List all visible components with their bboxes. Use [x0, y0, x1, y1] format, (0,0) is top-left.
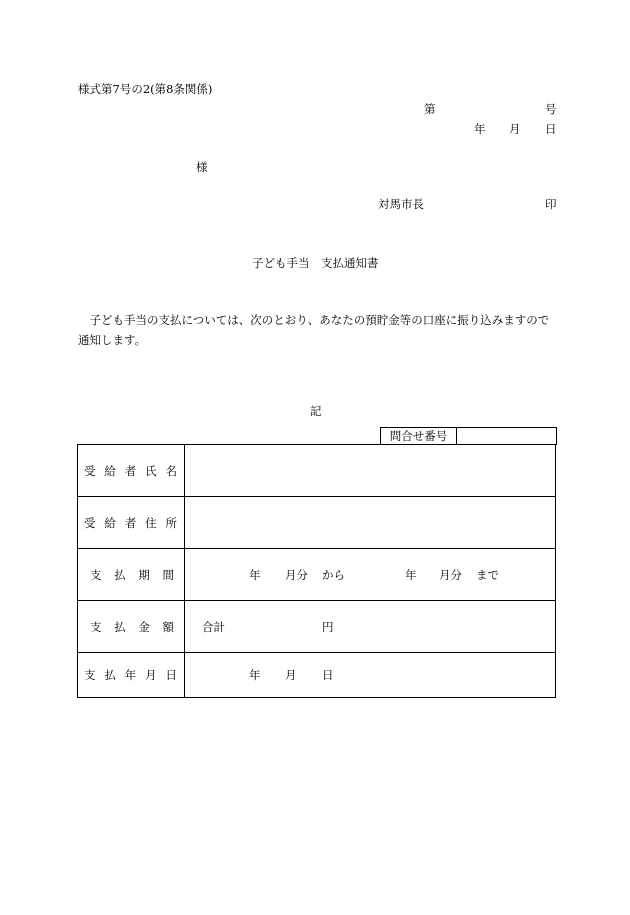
payment-details-table: [77, 444, 556, 698]
label-payment-period: 支 払 期 間: [78, 549, 185, 601]
payment-date-year: 年: [249, 668, 261, 682]
label-recipient-address: 受 給 者 住 所: [78, 497, 185, 549]
amount-total-label: 合計: [202, 619, 225, 634]
field-recipient-name: [185, 445, 556, 497]
period-year-to: 年: [405, 567, 417, 582]
field-recipient-address: [185, 497, 556, 549]
doc-number-suffix: 号: [545, 102, 557, 116]
issue-date-year: 年: [474, 122, 486, 136]
inquiry-number-value: [457, 428, 556, 445]
field-payment-period: [185, 549, 556, 601]
table-row-payment-period: [78, 549, 556, 601]
table-row-payment-date: [78, 653, 556, 698]
period-month-from: 月分: [285, 567, 308, 582]
field-payment-date: [185, 653, 556, 698]
issuer-name: 対馬市長: [378, 197, 424, 211]
amount-yen-unit: 円: [322, 619, 334, 634]
payment-date-month: 月: [285, 668, 297, 682]
issue-date-month: 月: [509, 122, 521, 136]
period-year-from: 年: [249, 567, 261, 582]
notice-body: 子ども手当の支払については、次のとおり、あなたの預貯金等の口座に振り込みますので通知します。: [78, 313, 550, 347]
table-row-payment-amount: [78, 601, 556, 653]
inquiry-number-label: 問合せ番号: [381, 428, 457, 445]
ki-heading: 記: [310, 404, 322, 418]
period-from-text: から: [322, 567, 345, 582]
period-to-text: まで: [476, 567, 499, 582]
field-payment-amount: [185, 601, 556, 653]
seal-mark: 印: [545, 197, 557, 211]
period-month-to: 月分: [439, 567, 462, 582]
form-number: 様式第7号の2(第8条関係): [78, 82, 213, 96]
table-row-recipient-name: [78, 445, 556, 497]
document-title: 子ども手当 支払通知書: [252, 256, 379, 270]
label-payment-date: 支 払 年 月 日: [78, 653, 185, 698]
payment-date-day: 日: [322, 668, 334, 682]
doc-number-prefix: 第: [424, 102, 436, 116]
recipient-honorific: 様: [196, 160, 208, 174]
table-row-recipient-address: [78, 497, 556, 549]
label-recipient-name: 受 給 者 氏 名: [78, 445, 185, 497]
issue-date-day: 日: [545, 122, 557, 136]
inquiry-number-box: [380, 427, 557, 445]
label-payment-amount: 支 払 金 額: [78, 601, 185, 653]
